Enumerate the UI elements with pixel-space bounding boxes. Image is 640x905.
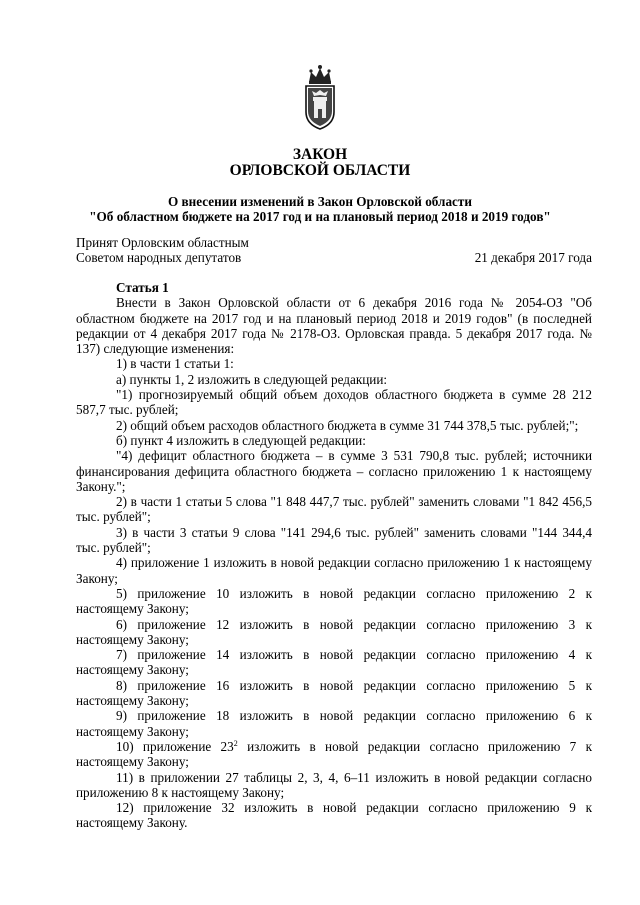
list-item: б) пункт 4 изложить в следующей редакции: [116, 432, 366, 448]
adoption-line1: Принят Орловским областным [76, 235, 249, 250]
list-item: "1) прогнозируемый общий объем доходов областного бюджета в сумме 28 212 587,7 тыс. рублей; [76, 387, 592, 418]
list-item: 9) приложение 18 изложить в новой редакции согласно приложению 6 к настоящему Закону; [76, 708, 592, 739]
item10-superscript: 2 [233, 738, 238, 748]
item10-text-start: 10) приложение 23 [116, 738, 234, 754]
document-subtitle-line2: "Об областном бюджете на 2017 год и на плановый период 2018 и 2019 годов" [89, 209, 551, 224]
article-body [76, 280, 592, 831]
list-item [76, 739, 592, 770]
list-item: 6) приложение 12 изложить в новой редакции согласно приложению 3 к настоящему Закону; [76, 616, 592, 647]
list-item: 5) приложение 10 изложить в новой редакции согласно приложению 2 к настоящему Закону; [76, 585, 592, 617]
article-intro: Внести в Закон Орловской области от 6 декабря 2016 года № 2054-ОЗ "Об областном бюджете на 2017 год и на плановый период 2018 и 2019 годов" (в последней редакции от 4 декабря 2017 года № 2178-ОЗ. Орловская правда. 5 декабря 2017 года. № 137) следующие изменения: [76, 295, 592, 357]
item10-text-end: изложить в новой редакции согласно приложению 7 к настоящему Закону; [76, 738, 592, 770]
list-item: 4) приложение 1 изложить в новой редакции согласно приложению 1 к настоящему Закону; [76, 555, 592, 586]
list-item: 7) приложение 14 изложить в новой редакции согласно приложению 4 к настоящему Закону; [76, 647, 592, 678]
coat-of-arms-icon [300, 62, 340, 132]
list-item: 12) приложение 32 изложить в новой редакции согласно приложению 9 к настоящему Закону. [76, 800, 592, 831]
document-subtitle-line1: О внесении изменений в Закон Орловской области [168, 194, 472, 209]
list-item: 1) в части 1 статьи 1: [116, 356, 234, 372]
list-item: 8) приложение 16 изложить в новой редакции согласно приложению 5 к настоящему Закону; [76, 677, 592, 709]
adoption-date: 21 декабря 2017 года [474, 250, 592, 265]
document-title-line2: ОРЛОВСКОЙ ОБЛАСТИ [229, 162, 411, 179]
document-title-line1: ЗАКОН [292, 146, 348, 163]
adoption-line2: Советом народных депутатов [76, 250, 242, 265]
list-item: 2) в части 1 статьи 5 слова "1 848 447,7 тыс. рублей" заменить словами "1 842 456,5 тыс. рублей"; [76, 494, 592, 525]
list-item: 2) общий объем расходов областного бюджета в сумме 31 744 378,5 тыс. рублей;"; [116, 417, 579, 433]
article-heading: Статья 1 [116, 280, 169, 295]
list-item: а) пункты 1, 2 изложить в следующей редакции: [116, 371, 388, 387]
list-item: 11) в приложении 27 таблицы 2, 3, 4, 6–11 изложить в новой редакции согласно приложению 8 к настоящему Закону; [76, 769, 592, 800]
list-item: "4) дефицит областного бюджета – в сумме 3 531 790,8 тыс. рублей; источники финансирования дефицита областного бюджета – согласно приложению 1 к настоящему Закону."; [76, 448, 592, 494]
list-item: 3) в части 3 статьи 9 слова "141 294,6 тыс. рублей" заменить словами "144 344,4 тыс. рублей"; [76, 524, 592, 556]
